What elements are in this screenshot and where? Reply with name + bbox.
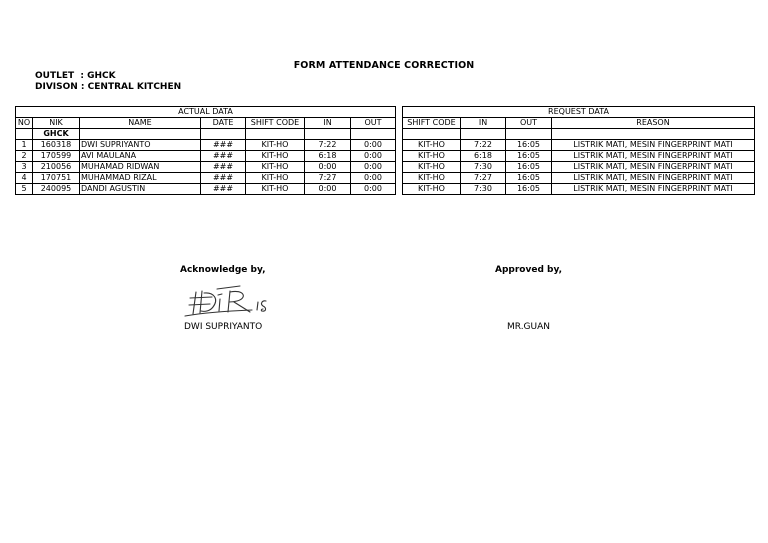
row-out: 16:05 <box>506 151 552 162</box>
actual-row <box>16 151 396 162</box>
row-shift-code: KIT-HO <box>403 173 461 184</box>
row-shift-code: KIT-HO <box>246 173 305 184</box>
request-row <box>403 184 755 195</box>
handwritten-signature <box>182 283 282 319</box>
row-shift-code: KIT-HO <box>246 162 305 173</box>
col-header-in: IN <box>305 118 351 129</box>
request-data-table <box>402 106 755 195</box>
row-date: ### <box>201 151 246 162</box>
col-header-out: OUT <box>506 118 552 129</box>
actual-row <box>16 140 396 151</box>
row-shift-code: KIT-HO <box>246 140 305 151</box>
col-header-shift-code: SHIFT CODE <box>403 118 461 129</box>
row-nik: 160318 <box>33 140 80 151</box>
row-out: 16:05 <box>506 162 552 173</box>
actual-row <box>16 162 396 173</box>
group-label: GHCK <box>33 129 80 140</box>
row-in: 7:22 <box>305 140 351 151</box>
request-title-row <box>403 107 755 118</box>
group-row <box>16 129 396 140</box>
actual-title-row <box>16 107 396 118</box>
col-header-reason: REASON <box>552 118 755 129</box>
col-header-in: IN <box>461 118 506 129</box>
request-row <box>403 140 755 151</box>
row-date: ### <box>201 173 246 184</box>
approved-label: Approved by, <box>495 265 563 275</box>
request-row <box>403 173 755 184</box>
row-in: 6:18 <box>461 151 506 162</box>
form-title: FORM ATTENDANCE CORRECTION <box>293 60 475 71</box>
actual-row <box>16 184 396 195</box>
col-header-nik: NIK <box>33 118 80 129</box>
row-date: ### <box>201 162 246 173</box>
row-name: AVI MAULANA <box>80 151 201 162</box>
row-reason: LISTRIK MATI, MESIN FINGERPRINT MATI <box>552 140 755 151</box>
row-nik: 240095 <box>33 184 80 195</box>
row-out: 16:05 <box>506 184 552 195</box>
request-spacer-row <box>403 129 755 140</box>
row-out: 0:00 <box>351 151 396 162</box>
col-header-date: DATE <box>201 118 246 129</box>
row-nik: 210056 <box>33 162 80 173</box>
row-reason: LISTRIK MATI, MESIN FINGERPRINT MATI <box>552 173 755 184</box>
row-no: 1 <box>16 140 33 151</box>
row-nik: 170751 <box>33 173 80 184</box>
row-out: 16:05 <box>506 140 552 151</box>
approved-name: MR.GUAN <box>507 322 551 332</box>
actual-row <box>16 173 396 184</box>
row-in: 7:30 <box>461 184 506 195</box>
actual-section-title: ACTUAL DATA <box>16 107 396 118</box>
row-no: 3 <box>16 162 33 173</box>
outlet-line: OUTLET : GHCK <box>35 71 116 81</box>
row-name: DWI SUPRIYANTO <box>80 140 201 151</box>
row-name: MUHAMAD RIDWAN <box>80 162 201 173</box>
row-in: 7:27 <box>461 173 506 184</box>
row-name: MUHAMMAD RIZAL <box>80 173 201 184</box>
acknowledge-label: Acknowledge by, <box>180 265 266 275</box>
row-no: 4 <box>16 173 33 184</box>
row-shift-code: KIT-HO <box>246 184 305 195</box>
row-in: 0:00 <box>305 184 351 195</box>
actual-header-row <box>16 118 396 129</box>
row-reason: LISTRIK MATI, MESIN FINGERPRINT MATI <box>552 162 755 173</box>
request-row <box>403 162 755 173</box>
row-out: 0:00 <box>351 140 396 151</box>
row-in: 7:30 <box>461 162 506 173</box>
row-nik: 170599 <box>33 151 80 162</box>
row-out: 0:00 <box>351 184 396 195</box>
row-out: 16:05 <box>506 173 552 184</box>
row-reason: LISTRIK MATI, MESIN FINGERPRINT MATI <box>552 151 755 162</box>
row-in: 7:27 <box>305 173 351 184</box>
row-out: 0:00 <box>351 162 396 173</box>
row-no: 2 <box>16 151 33 162</box>
col-header-no: NO <box>16 118 33 129</box>
request-row <box>403 151 755 162</box>
col-header-name: NAME <box>80 118 201 129</box>
row-in: 7:22 <box>461 140 506 151</box>
col-header-out: OUT <box>351 118 396 129</box>
actual-data-table <box>15 106 396 195</box>
row-out: 0:00 <box>351 173 396 184</box>
row-date: ### <box>201 140 246 151</box>
acknowledge-name: DWI SUPRIYANTO <box>184 322 263 332</box>
row-shift-code: KIT-HO <box>246 151 305 162</box>
col-header-shift-code: SHIFT CODE <box>246 118 305 129</box>
row-shift-code: KIT-HO <box>403 162 461 173</box>
row-shift-code: KIT-HO <box>403 140 461 151</box>
row-in: 0:00 <box>305 162 351 173</box>
request-section-title: REQUEST DATA <box>403 107 755 118</box>
row-reason: LISTRIK MATI, MESIN FINGERPRINT MATI <box>552 184 755 195</box>
row-shift-code: KIT-HO <box>403 151 461 162</box>
row-shift-code: KIT-HO <box>403 184 461 195</box>
division-line: DIVISON : CENTRAL KITCHEN <box>35 82 182 92</box>
row-name: DANDI AGUSTIN <box>80 184 201 195</box>
row-date: ### <box>201 184 246 195</box>
row-no: 5 <box>16 184 33 195</box>
request-header-row <box>403 118 755 129</box>
row-in: 6:18 <box>305 151 351 162</box>
